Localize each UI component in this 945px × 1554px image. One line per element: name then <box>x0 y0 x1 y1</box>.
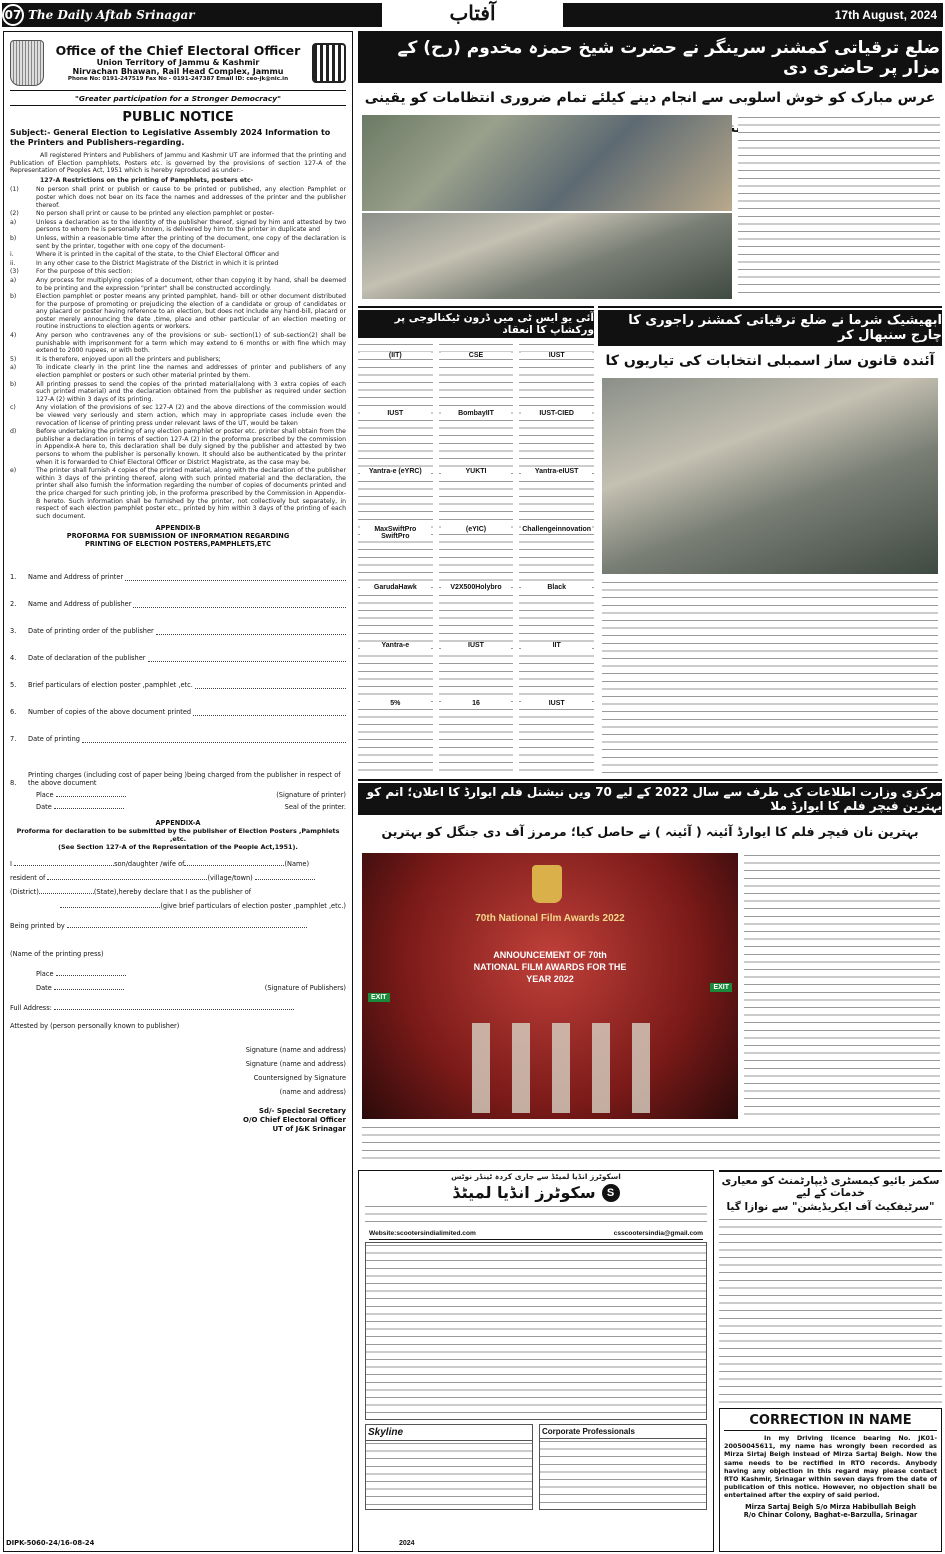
clause-text: Election pamphlet or poster means any printed pamphlet, hand- bill or other document distributed for the purpose of promoting or prejudicing the election of a candidate or group of candidates or any placard or poster having reference to an election, but does not include any hand-bill, placard or poster merely announcing the date ,time, place and other particular of an election meeting or routine instructions to election agents or workers. <box>36 293 346 331</box>
dipk-number: DIPK-5060-24/16-08-24 <box>6 1539 95 1547</box>
story3-column <box>519 342 594 774</box>
form-b-number: 7. <box>10 735 17 744</box>
clause-text: Any violation of the provisions of sec 127-A (2) and the above directions of the commission would be viewed very seriously and stern action, which may in appropriate cases include even the revocation of license of printing press under relevant laws of the UT, would be taken <box>36 404 346 427</box>
correction-body: In my Driving licence bearing No. JK01-20050045611, my name has wrongly been recorded as Mirza Sirtaj Beigh instead of Mirza Sartaj Beigh. Now the same needs to be rectified in RTO records. Anybody having any objection in this regard may please contact RTO Kashmir, Srinagar within seven days from the date of publication of this notice. However, no objection shall be entertained after the expiry of said period. <box>724 1434 937 1500</box>
paper-name: The Daily Aftab Srinagar <box>28 8 195 22</box>
story3-keyword: GarudaHawk <box>360 584 431 591</box>
clause-number: 5) <box>10 355 17 363</box>
decl-state: (State),hereby declare that I as the publisher of <box>93 888 252 897</box>
clause-number: e) <box>10 467 17 475</box>
story1-body <box>738 115 940 299</box>
story3-keyword: Black <box>521 584 592 591</box>
story5-headline: سکمز بائیو کیمسٹری ڈیپارٹمنٹ کو معیاری خدمات کے لیے <box>721 1175 940 1199</box>
story3-keyword: (eYIC) <box>441 526 512 533</box>
header-date: 17th August, 2024 <box>563 3 943 27</box>
exit-sign-left: EXIT <box>368 993 390 1002</box>
story3-keyword: V2X500Holybro <box>441 584 512 591</box>
clause-text: The printer shall furnish 4 copies of the printed material, along with the declaration of the publisher within 3 days of the printing thereof, along with such printed material and the declaration, the printer shall also furnish the information regarding the number of copies of documents printed and the price charged for such printing job, in the proforma prescribed by the Commission in Appendix-B hereto. Such information shall be furnished by the printer, not collectively but separately, in respect of each election pamphlet poster etc., printed by him within 3 days of the printing of each such document. <box>36 467 346 520</box>
form-b-blank[interactable] <box>156 634 346 635</box>
story-dc-srinagar <box>358 31 942 301</box>
form-b-number: 8. <box>10 779 17 788</box>
story3-keyword: IUST <box>360 410 431 417</box>
agency1-logo: Skyline <box>366 1425 532 1441</box>
decl-name: (Name) <box>284 860 310 869</box>
clause-text: Unless, within a reasonable time after the printing of the document, one copy of the declaration is sent by the printer, together with one copy of the document- <box>36 234 346 250</box>
story3-column <box>439 342 514 774</box>
story3-keyword: YUKTI <box>441 468 512 475</box>
decl-village: (village/town) <box>207 874 253 883</box>
clause-item <box>10 356 346 364</box>
story2-photo <box>602 378 938 574</box>
clause-item <box>10 332 346 355</box>
clause-item <box>10 428 346 466</box>
form-b-label: Brief particulars of election poster ,pamphlet ,etc. <box>28 681 193 690</box>
clause-number: ii. <box>10 259 16 267</box>
page-number: 07 <box>2 4 24 26</box>
form-b-blank[interactable] <box>82 742 346 743</box>
story4-body-bottom <box>362 1125 940 1165</box>
clause-item <box>10 186 346 209</box>
tender-head: اسکوٹرز انڈیا لمیٹڈ سے جاری کردہ ٹینڈر نوٹس <box>451 1172 621 1181</box>
story1-photo-bottom <box>362 213 732 299</box>
being-printed: Being printed by <box>10 922 65 931</box>
story3-column <box>358 342 433 774</box>
clause-item <box>10 293 346 331</box>
form-b-label: Name and Address of publisher <box>28 600 132 609</box>
story3-keyword: IUST <box>521 352 592 359</box>
form-b-label: Number of copies of the above document printed <box>28 708 192 717</box>
form-b-label: Date of declaration of the publisher <box>28 654 146 663</box>
clause-number: (3) <box>10 268 19 276</box>
clause-number: 4) <box>10 332 17 340</box>
full-address: Full Address: <box>10 1004 52 1013</box>
masthead-logo: آفتاب <box>449 1 496 25</box>
attested: Attested by (person personally known to publisher) <box>10 1022 180 1031</box>
sig1: Signature (name and address) <box>245 1046 346 1055</box>
story4-headline: مرکزی وزارت اطلاعات کی طرف سے سال 2022 کے لیے 70 ویں نیشنل فلم ایوارڈ کا اعلان؛ اتم کو بہترین فیچر فلم کا ایوارڈ ملا <box>358 783 942 815</box>
form-b-row <box>10 689 346 716</box>
clause-number: d) <box>10 428 17 436</box>
form-b-number: 6. <box>10 708 17 717</box>
clause-number: (1) <box>10 186 19 194</box>
clause-text: In any other case to the District Magistrate of the District in which it is printed <box>36 259 279 267</box>
story3-keyword: 16 <box>441 700 512 707</box>
clause-number: c) <box>10 404 16 412</box>
clause-item <box>10 235 346 250</box>
notice-subject: Subject:- General Election to Legislative Assembly 2024 Information to the Printers and Publishers-regarding. <box>10 128 331 147</box>
story3-headline: آئی یو ایس ٹی میں ڈرون ٹیکنالوجی پر ورکشاپ کا انعقاد <box>358 310 594 338</box>
story1-photo-top <box>362 115 732 211</box>
appendix-a-sub: (See Section 127-A of the Representation of the People Act,1951). <box>58 843 298 852</box>
date2-label: Date <box>36 984 52 993</box>
sd-office: O/O Chief Electoral Officer <box>243 1116 346 1125</box>
place-label: Place <box>36 791 54 800</box>
form-b-blank[interactable] <box>125 580 346 581</box>
correction-sign2: R/o Chinar Colony, Baghat-e-Barzulla, Srinagar <box>743 1510 918 1519</box>
clause-text: Before undertaking the printing of any election pamphlet or poster etc. printer shall obtain from the publisher a declaration in terms of section 127-A (2) in the proforma prescribed by the commission in Appendix-A here to, this declaration shall be duly signed by the publisher and attested by two persons to whom the publisher is personally known. It should also be authenticated by the printer when it is forwarded to Chief Electoral Officer or District Magistrate, as the case may be. <box>36 428 346 466</box>
form-b-label: Name and Address of printer <box>28 573 124 582</box>
story-iust-drone <box>358 306 594 774</box>
decl-resident: resident of <box>10 874 46 883</box>
form-b-row <box>10 608 346 635</box>
date-label: Date <box>36 803 52 812</box>
form-b-row <box>10 662 346 689</box>
form-b-blank[interactable] <box>148 661 347 662</box>
story1-subhead: عرس مبارک کو خوش اسلوبی سے انجام دینے کیلئے تمام ضروری انتظامات کو یقینی <box>364 90 936 106</box>
name-press: (Name of the printing press) <box>10 950 104 959</box>
story3-keyword: Yantra-e <box>360 642 431 649</box>
appendix-a-label: APPENDIX-A <box>155 819 201 828</box>
story-film-awards <box>358 779 942 1165</box>
form-b-row <box>10 554 346 581</box>
clause-item <box>10 364 346 379</box>
story5-subhead: "سرٹیفکیٹ آف ایکریڈیشن" سے نوازا گیا <box>726 1201 935 1213</box>
form-b-number: 5. <box>10 681 17 690</box>
office-title: Office of the Chief Electoral Officer <box>55 43 301 58</box>
clause-item <box>10 219 346 234</box>
clause-number: b) <box>10 380 17 388</box>
clause-item <box>10 277 346 292</box>
form-b-number: 1. <box>10 573 17 582</box>
emblem-icon <box>10 40 44 86</box>
form-b-row <box>10 716 346 743</box>
clause-number: b) <box>10 293 17 301</box>
story3-body <box>358 342 594 774</box>
story3-keyword: (IIT) <box>360 352 431 359</box>
story2-subhead: آئندہ قانون ساز اسمبلی انتخابات کی تیاریوں کا <box>605 353 935 369</box>
header-left-strip <box>2 3 382 27</box>
sig3: (name and address) <box>279 1088 346 1097</box>
clause-text: All printing presses to send the copies of the printed material(along with 3 extra copies of each such printed material) and the declaration obtained from the publisher as required under section 127-A (2) within 3 days of its printing. <box>36 380 346 403</box>
clause-item <box>10 381 346 404</box>
form-b-number: 2. <box>10 600 17 609</box>
story3-keyword: Yantra-e (eYRC) <box>360 468 431 475</box>
story4-photo <box>362 853 738 1119</box>
form-b-row <box>10 581 346 608</box>
form-b-number: 4. <box>10 654 17 663</box>
correction-notice <box>719 1408 942 1552</box>
clause-item <box>10 404 346 427</box>
form-b-label: Printing charges (including cost of paper being )being charged from the publisher in respect of the above document <box>28 771 341 788</box>
clause-item <box>10 268 346 276</box>
photo-announcement: ANNOUNCEMENT OF 70th NATIONAL FILM AWARDS FOR THE YEAR 2022 <box>473 950 627 984</box>
sig2: Signature (name and address) <box>245 1060 346 1069</box>
clause-number: i. <box>10 251 14 259</box>
clause-item <box>10 260 346 268</box>
clause-text: Where it is printed in the capital of the state, to the Chief Electoral Officer and <box>36 251 279 259</box>
correction-sign1: Mirza Sartaj Beigh S/o Mirza Habibullah Beigh <box>745 1502 916 1511</box>
tender-title: سکوٹرز انڈیا لمیٹڈ <box>452 1183 596 1202</box>
form-b-blank[interactable] <box>133 607 346 608</box>
story2-body <box>602 580 938 774</box>
clause-text: Unless a declaration as to the identity of the publisher thereof, signed by him and attested by two persons to whom he is personally known, is delivered by him to the printer in duplicate and <box>36 218 346 234</box>
clause-number: b) <box>10 234 17 242</box>
form-b-label: Date of printing order of the publisher <box>28 627 154 636</box>
clause-item <box>10 210 346 218</box>
photo-title: 70th National Film Awards 2022 <box>475 913 625 924</box>
scooters-logo-icon: S <box>602 1184 620 1202</box>
clause-item <box>10 467 346 520</box>
tender-body <box>365 1242 707 1420</box>
story-skims <box>719 1170 942 1404</box>
form-b-blank[interactable] <box>193 715 346 716</box>
sig-publishers: (Signature of Publishers) <box>264 984 346 993</box>
sd-ut: UT of J&K Srinagar <box>272 1125 346 1134</box>
story4-subhead: بہترین نان فیچر فلم کا ایوارڈ آئینہ ( آئینہ ) نے حاصل کیا؛ مرمرز آف دی جنگل کو بہترین <box>381 824 919 839</box>
notice-intro: All registered Printers and Publishers of Jammu and Kashmir UT are informed that the printing and Publication of Election pamphlets, Posters etc. is governed by the provisions of section 127-A of the Representation of Peoples Act, 1951 which is hereby reproduced as under:- <box>10 152 346 175</box>
story3-keyword: CSE <box>441 352 512 359</box>
agency2-logo: Corporate Professionals <box>540 1425 706 1439</box>
clause-number: a) <box>10 218 17 226</box>
decl-i: I <box>10 860 12 869</box>
clause-text: Any process for multiplying copies of a document, other than copying it by hand, shall be deemed to be printing and the expression "printer" shall be constructed accordingly. <box>36 276 346 292</box>
story3-keyword: MaxSwiftPro SwiftPro <box>360 526 431 540</box>
story3-keyword: Yantra-eIUST <box>521 468 592 475</box>
section-heading: 127-A Restrictions on the printing of Pamphlets, posters etc- <box>40 176 254 184</box>
notice-title: PUBLIC NOTICE <box>122 110 234 125</box>
clause-text: Any person who contravenes any of the provisions or sub- section(1) of sub-section(2) shall be punishable with imprisonment for a term which may extend to 6 months or with fine which may extend to 2000 rupees, or with both. <box>36 332 346 355</box>
story3-keyword: Challengeinnovation <box>522 526 592 533</box>
clause-number: a) <box>10 364 17 372</box>
appendix-a-title: Proforma for declaration to be submitted by the publisher of Election Posters ,Pamphlets ,etc. <box>16 827 340 844</box>
notice-slogan: "Greater participation for a Stronger Democracy" <box>10 94 346 106</box>
clause-number: (2) <box>10 210 19 218</box>
emblem-gold-icon <box>532 865 562 903</box>
appendix-b-label: APPENDIX-B <box>155 524 201 533</box>
signature-printer: (Signature of printer) <box>276 791 346 800</box>
countersigned: Countersigned by Signature <box>253 1074 346 1083</box>
correction-title: CORRECTION IN NAME <box>724 1413 937 1431</box>
form-b-label: Date of printing <box>28 735 80 744</box>
story4-body-right <box>744 853 940 1119</box>
tender-ad <box>358 1170 714 1552</box>
public-notice <box>3 31 353 1552</box>
clause-item <box>10 251 346 259</box>
exit-sign-right: EXIT <box>710 983 732 992</box>
office-contact: Phone No: 0191-247519 Fax No - 0191-247387 Email ID: ceo-jk@nic.in <box>67 76 289 82</box>
story5-body <box>719 1217 942 1403</box>
story3-keyword: 5% <box>360 700 431 707</box>
clause-number: a) <box>10 276 17 284</box>
form-b-fields <box>10 554 346 787</box>
clause-text: No person shall print or cause to be printed any election pamphlet or poster- <box>36 210 275 218</box>
clause-text: It is therefore, enjoyed upon all the printers and publishers; <box>36 355 221 363</box>
story3-keyword: IIT <box>521 642 592 649</box>
seal-printer: Seal of the printer. <box>284 803 346 812</box>
tender-email[interactable]: csscootersindia@gmail.com <box>613 1230 703 1237</box>
appendix-b-title: PROFORMA FOR SUBMISSION OF INFORMATION REGARDING PRINTING OF ELECTION POSTERS,PAMPHLETS,ETC <box>66 532 290 549</box>
story3-keyword: IUST <box>441 642 512 649</box>
story1-headline: ضلع ترقیاتی کمشنر سرینگر نے حضرت شیخ حمزہ مخدوم (رح) کے مزار پر حاضری دی <box>358 31 942 83</box>
clause-text: No person shall print or publish or cause to be printed or published, any election Pamphlet or poster which does not bear on its face the names and addresses of the printer and the publisher thereof. <box>36 186 346 209</box>
story3-keyword: IUST <box>521 700 592 707</box>
clause-list <box>10 186 346 520</box>
story2-headline: ابھیشیک شرما نے ضلع ترقیاتی کمشنر راجوری کا چارج سنبھال کر <box>598 310 942 346</box>
form-b-blank[interactable] <box>195 688 346 689</box>
form-b-number: 3. <box>10 627 17 636</box>
tender-website[interactable]: Website:scootersindialimited.com <box>369 1230 476 1237</box>
story-dc-rajouri <box>598 306 942 774</box>
story3-keyword: BombayIIT <box>441 410 512 417</box>
place2-label: Place <box>36 970 54 979</box>
page-header <box>0 0 945 30</box>
tender-footer-date: 2024 <box>399 1540 415 1547</box>
form-b-row <box>10 743 346 787</box>
tender-address <box>365 1204 707 1228</box>
story3-keyword: IUST-CIED <box>521 410 592 417</box>
clause-text: To indicate clearly in the print line the names and addresses of printer and publishers of any election pamphlet or posters or such other material printed by them. <box>36 364 346 380</box>
decl-district: (District) <box>10 888 39 897</box>
voting-logo-icon <box>312 43 346 83</box>
office-ut: Union Territory of Jammu & Kashmir <box>96 58 260 67</box>
sd-secretary: Sd/- Special Secretary <box>258 1107 346 1116</box>
decl-son: son/daughter /wife of <box>114 860 185 869</box>
office-address: Nirvachan Bhawan, Rail Head Complex, Jammu <box>72 67 284 76</box>
form-b-row <box>10 635 346 662</box>
decl-give: (give brief particulars of election poster ,pamphlet ,etc.) <box>160 902 346 911</box>
clause-text: For the purpose of this section: <box>36 268 133 276</box>
stage-people <box>472 1023 672 1113</box>
